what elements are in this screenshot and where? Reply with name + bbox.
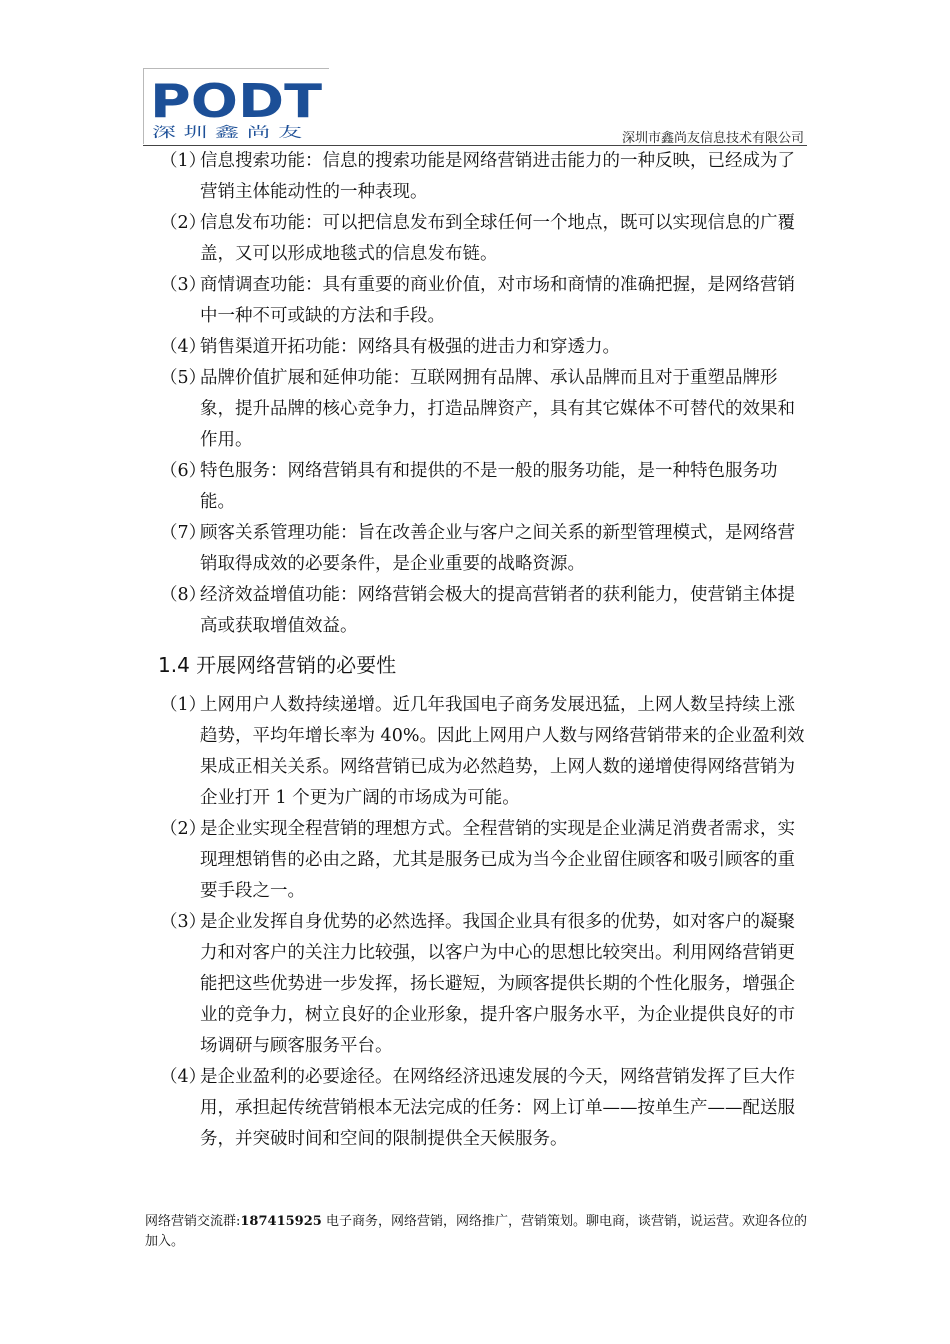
list-item: （7）顾客关系管理功能：旨在改善企业与客户之间关系的新型管理模式，是网络营销取得成效的必要条件，是企业重要的战略资源。 bbox=[160, 523, 795, 574]
footer-group-number: 187415925 bbox=[240, 1214, 322, 1229]
company-logo bbox=[143, 68, 329, 144]
section-heading: 1.4 开展网络营销的必要性 bbox=[158, 653, 397, 677]
footer-text: 电子商务，网络营销，网络推广，营销策划。聊电商，谈营销，说运营。欢迎各位的加入。 bbox=[145, 1214, 807, 1249]
list-item: （8）经济效益增值功能：网络营销会极大的提高营销者的获利能力，使营销主体提高或获取增值效益。 bbox=[160, 585, 795, 636]
list-item: （4）是企业盈利的必要途径。在网络经济迅速发展的今天，网络营销发挥了巨大作用，承担起传统营销根本无法完成的任务：网上订单——按单生产——配送服务，并突破时间和空间的限制提供全天候服务。 bbox=[160, 1067, 795, 1149]
list-item: （1）信息搜索功能：信息的搜索功能是网络营销进击能力的一种反映，已经成为了营销主体能动性的一种表现。 bbox=[160, 151, 795, 202]
page-footer bbox=[145, 1212, 810, 1252]
list-item: （5）品牌价值扩展和延伸功能：互联网拥有品牌、承认品牌而且对于重塑品牌形象，提升品牌的核心竞争力，打造品牌资产，具有其它媒体不可替代的效果和作用。 bbox=[160, 368, 795, 450]
list-item: （2）是企业实现全程营销的理想方式。全程营销的实现是企业满足消费者需求，实现理想销售的必由之路，尤其是服务已成为当今企业留住顾客和吸引顾客的重要手段之一。 bbox=[160, 819, 795, 901]
company-name: 深圳市鑫尚友信息技术有限公司 bbox=[621, 131, 804, 146]
list-item: （1）上网用户人数持续递增。近几年我国电子商务发展迅猛，上网人数呈持续上涨趋势，平均年增长率为 40%。因此上网用户人数与网络营销带来的企业盈利效果成正相关关系。网络营销已成为必然趋势，上网人数的递增使得网络营销为企业打开 1 个更为广阔的市场成为可能。 bbox=[160, 695, 805, 808]
list-item: （3）是企业发挥自身优势的必然选择。我国企业具有很多的优势，如对客户的凝聚力和对客户的关注力比较强，以客户为中心的思想比较突出。利用网络营销更能把这些优势进一步发挥，扬长避短，为顾客提供长期的个性化服务，增强企业的竞争力，树立良好的企业形象，提升客户服务水平，为企业提供良好的市场调研与顾客服务平台。 bbox=[160, 912, 795, 1056]
document-body bbox=[160, 146, 810, 1155]
function-list bbox=[160, 146, 810, 642]
necessity-list bbox=[160, 690, 810, 1155]
podt-logo-graphic bbox=[144, 69, 330, 145]
list-item: （4）销售渠道开拓功能：网络具有极强的进击力和穿透力。 bbox=[160, 337, 620, 357]
list-item: （3）商情调查功能：具有重要的商业价值，对市场和商情的准确把握，是网络营销中一种不可或缺的方法和手段。 bbox=[160, 275, 795, 326]
list-item: （2）信息发布功能：可以把信息发布到全球任何一个地点，既可以实现信息的广覆盖，又可以形成地毯式的信息发布链。 bbox=[160, 213, 795, 264]
list-item: （6）特色服务：网络营销具有和提供的不是一般的服务功能，是一种特色服务功能。 bbox=[160, 461, 778, 512]
logo-subtitle: 深 圳 鑫 尚 友 bbox=[152, 125, 240, 141]
footer-prefix: 网络营销交流群: bbox=[145, 1214, 241, 1229]
logo-text: PODT bbox=[150, 74, 323, 128]
